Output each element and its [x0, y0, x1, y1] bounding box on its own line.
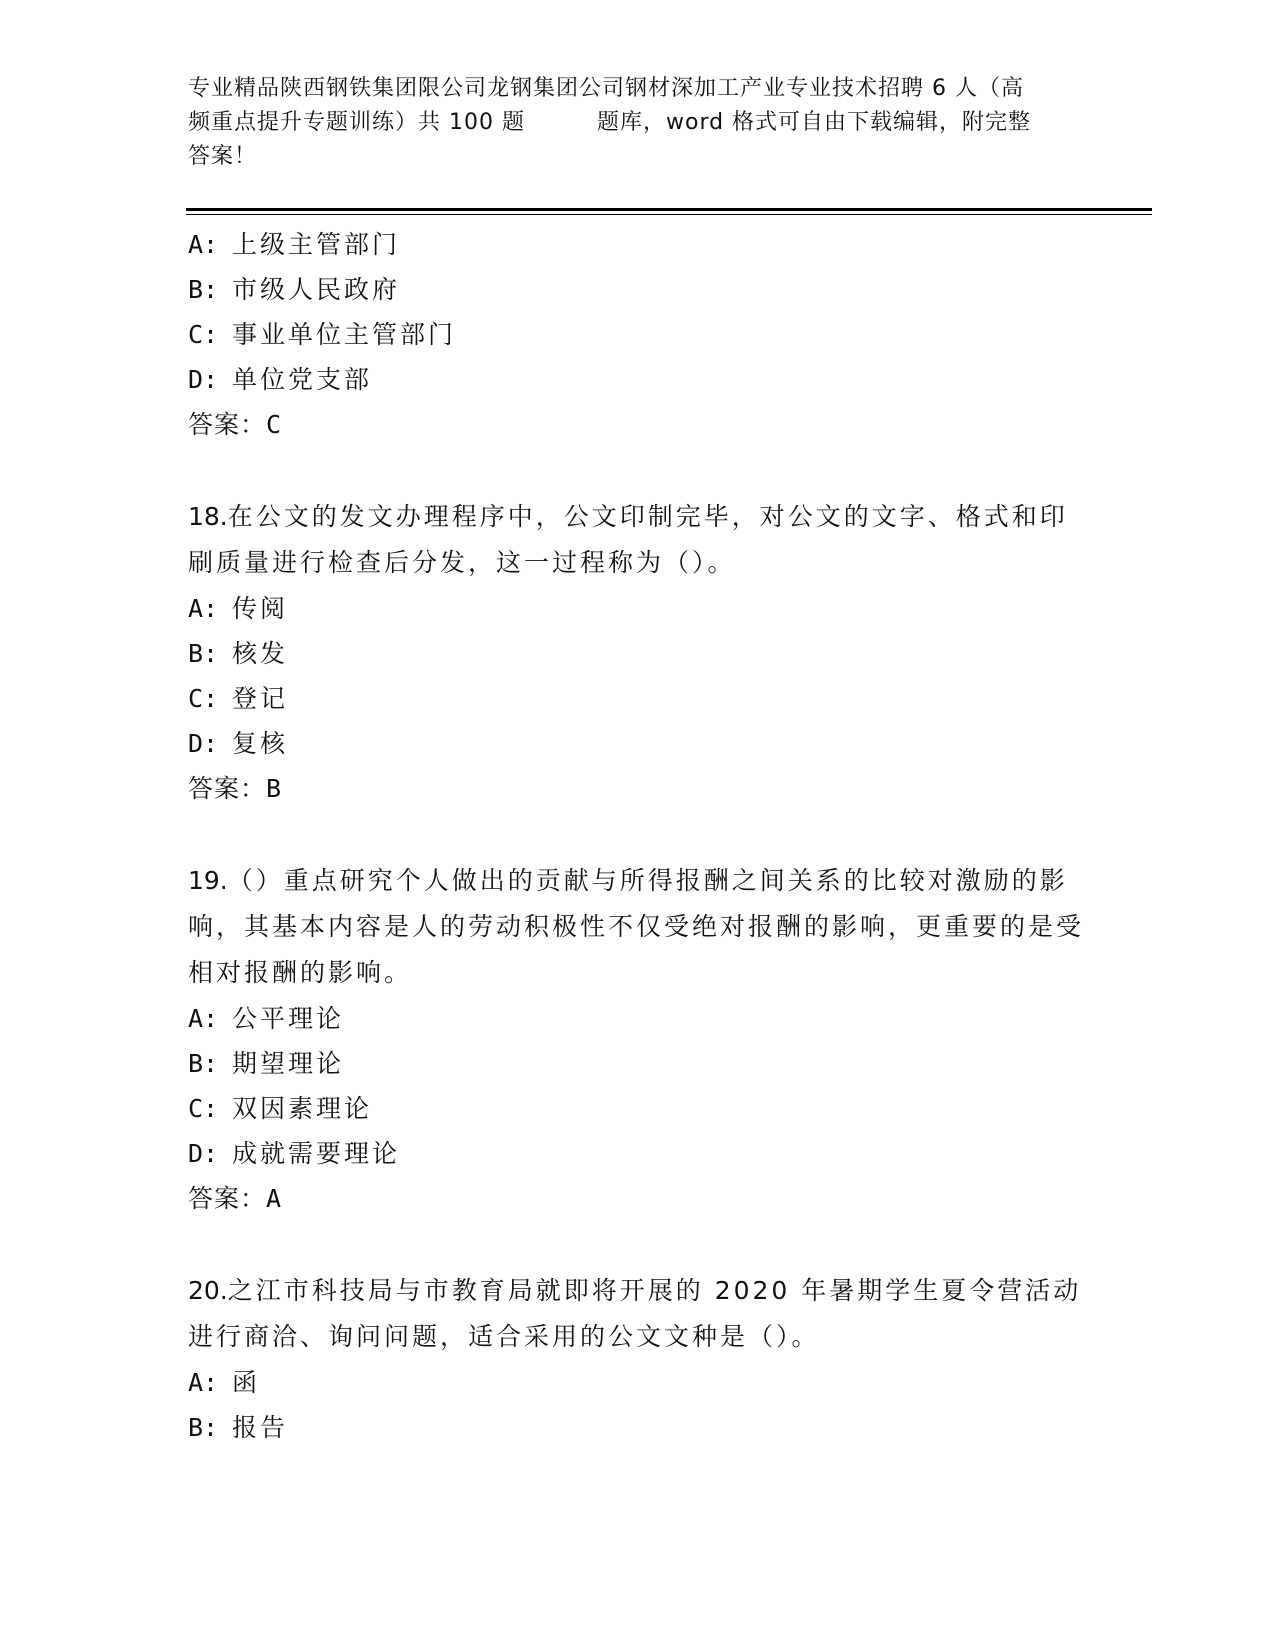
answer-line: [188, 1176, 1088, 1221]
question-20: [188, 1268, 1088, 1450]
option-letter: D:: [188, 1139, 219, 1168]
option-letter: B:: [188, 1049, 219, 1078]
question-body: 在公文的发文办理程序中，公文印制完毕，对公文的文字、格式和印刷质量进行检查后分发，这一过程称为（）。: [188, 502, 1068, 577]
option-letter: D:: [188, 729, 219, 758]
option-c: [188, 676, 1088, 721]
answer-line: [188, 402, 1088, 447]
option-text: 传阅: [232, 594, 289, 623]
header-line-2b: 题库，word 格式可自由下载编辑，附完整: [596, 110, 1032, 135]
option-text: 上级主管部门: [232, 230, 401, 259]
question-17-continued: [188, 222, 1088, 447]
question-number: 18.: [188, 502, 228, 531]
answer-value: C: [266, 410, 283, 439]
question-text: [188, 494, 1088, 586]
question-18: [188, 494, 1088, 811]
answer-label: 答案：: [188, 410, 267, 439]
option-letter: B:: [188, 639, 219, 668]
option-letter: C:: [188, 320, 219, 349]
option-d: [188, 1131, 1088, 1176]
document-body: [188, 222, 1088, 1450]
option-b: [188, 1405, 1088, 1450]
option-text: 登记: [232, 684, 289, 713]
option-d: [188, 721, 1088, 766]
option-text: 事业单位主管部门: [232, 320, 457, 349]
question-19: [188, 858, 1088, 1221]
option-text: 市级人民政府: [232, 275, 401, 304]
header-line-2a: 频重点提升专题训练）共 100 题: [188, 110, 525, 135]
option-c: [188, 1086, 1088, 1131]
option-text: 函: [232, 1368, 261, 1397]
question-number: 20.: [188, 1276, 228, 1305]
header-line-2: [188, 106, 1088, 140]
answer-line: [188, 766, 1088, 811]
option-text: 复核: [232, 729, 289, 758]
answer-label: 答案：: [188, 1184, 267, 1213]
header-line-3: 答案！: [188, 144, 258, 169]
question-text: [188, 858, 1088, 996]
option-letter: C:: [188, 684, 219, 713]
option-a: [188, 222, 1088, 267]
option-a: [188, 996, 1088, 1041]
question-body: 之江市科技局与市教育局就即将开展的 2020 年暑期学生夏令营活动进行商洽、询问问题，适合采用的公文文种是（）。: [188, 1276, 1082, 1351]
option-text: 单位党支部: [232, 365, 373, 394]
option-letter: A:: [188, 594, 219, 623]
option-letter: B:: [188, 275, 219, 304]
option-letter: A:: [188, 1004, 219, 1033]
option-c: [188, 312, 1088, 357]
option-b: [188, 631, 1088, 676]
answer-label: 答案：: [188, 774, 267, 803]
document-header: [188, 72, 1088, 174]
option-text: 公平理论: [232, 1004, 345, 1033]
question-body: （）重点研究个人做出的贡献与所得报酬之间关系的比较对激励的影响，其基本内容是人的劳动积极性不仅受绝对报酬的影响，更重要的是受相对报酬的影响。: [188, 866, 1085, 987]
option-letter: C:: [188, 1094, 219, 1123]
option-b: [188, 267, 1088, 312]
answer-value: B: [266, 774, 283, 803]
header-divider-thin: [186, 214, 1152, 215]
option-text: 双因素理论: [232, 1094, 373, 1123]
option-a: [188, 1360, 1088, 1405]
option-letter: A:: [188, 1368, 219, 1397]
option-text: 核发: [232, 639, 289, 668]
option-a: [188, 586, 1088, 631]
question-text: [188, 1268, 1088, 1360]
option-d: [188, 357, 1088, 402]
option-text: 报告: [232, 1413, 289, 1442]
option-letter: A:: [188, 230, 219, 259]
option-b: [188, 1041, 1088, 1086]
question-number: 19.: [188, 866, 228, 895]
option-text: 期望理论: [232, 1049, 345, 1078]
answer-value: A: [266, 1184, 283, 1213]
header-divider-thick: [186, 208, 1152, 211]
option-letter: B:: [188, 1413, 219, 1442]
option-letter: D:: [188, 365, 219, 394]
header-line-1: 专业精品陕西钢铁集团限公司龙钢集团公司钢材深加工产业专业技术招聘 6 人（高: [188, 76, 1024, 101]
option-text: 成就需要理论: [232, 1139, 401, 1168]
